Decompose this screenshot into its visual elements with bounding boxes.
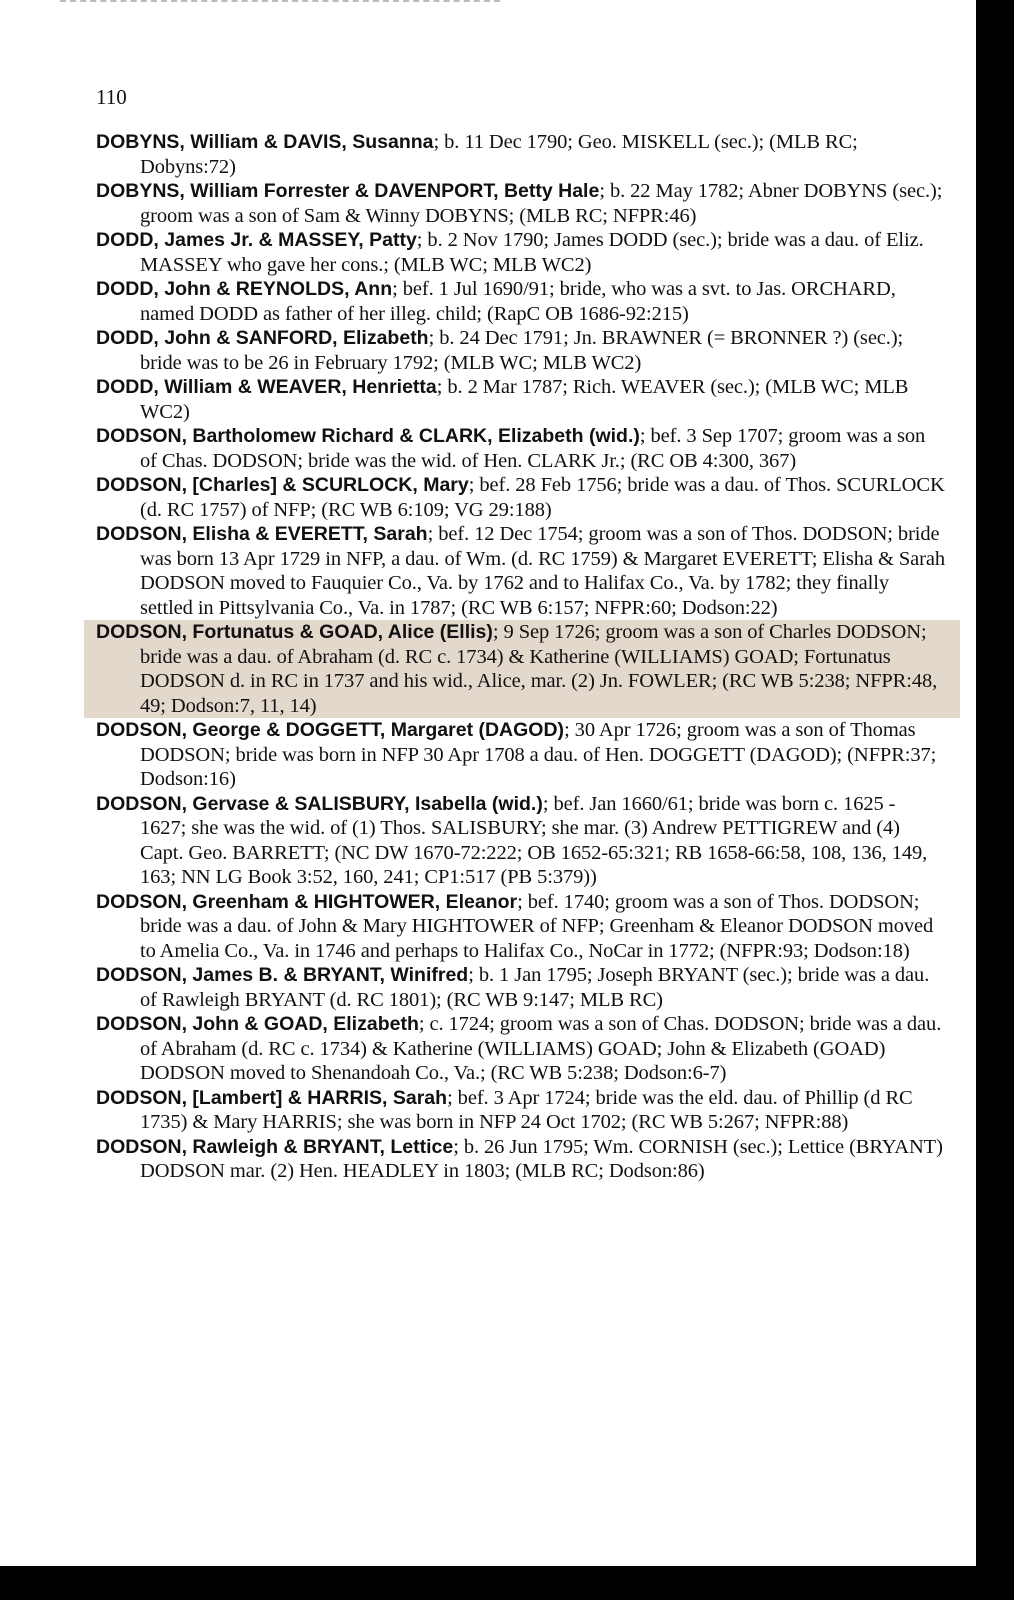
scan-edge-right [976, 0, 1014, 1600]
entry-details: ; b. 24 Dec 1791; Jn. BRAWNER (= BRONNER ?) (sec.); bride was to be 26 in February 1792; (MLB WC; MLB WC2) [140, 327, 904, 374]
entry-dodson-gervase-salisbury [96, 792, 946, 890]
entry-headword: DOBYNS, William Forrester & DAVENPORT, Betty Hale [96, 180, 600, 202]
entry-headword: DODSON, Rawleigh & BRYANT, Lettice [96, 1135, 454, 1158]
entry-headword: DODSON, Elisha & EVERETT, Sarah [96, 523, 428, 545]
entry-dodd-john-sanford [96, 326, 946, 375]
entry-list [96, 130, 946, 1184]
entry-dodson-fortunatus-goad-highlighted [84, 620, 960, 718]
page-number: 110 [96, 85, 127, 109]
entry-details: ; bef. 3 Apr 1724; bride was the eld. dau. of Phillip (d RC 1735) & Mary HARRIS; she was born in NFP 24 Oct 1702; (RC WB 5:267; NFPR:88) [140, 1086, 913, 1133]
entry-headword: DODSON, John & GOAD, Elizabeth [96, 1013, 419, 1035]
entry-headword: DODSON, Bartholomew Richard & CLARK, Elizabeth (wid.) [96, 425, 640, 447]
entry-dodson-charles-scurlock [96, 473, 946, 522]
entry-dodson-rawleigh-bryant [96, 1135, 946, 1184]
entry-details: ; bef. 1 Jul 1690/91; bride, who was a svt. to Jas. ORCHARD, named DODD as father of her illeg. child; (RapC OB 1686-92:215) [140, 278, 896, 325]
entry-dodson-lambert-harris [96, 1086, 946, 1135]
entry-dodson-george-doggett [96, 718, 946, 792]
entry-headword: DODD, John & SANFORD, Elizabeth [96, 327, 429, 349]
entry-headword: DODD, William & WEAVER, Henrietta [96, 376, 437, 398]
entry-details: ; bef. 12 Dec 1754; groom was a son of Thos. DODSON; bride was born 13 Apr 1729 in NFP, a dau. of Wm. (d. RC 1759) & Margaret EVERETT; Elisha & Sarah DODSON moved to Fauquier Co., Va. by 1762 and to Halifax Co., Va. by 1782; they finally settled in Pittsylvania Co., Va. in 1787; (RC WB 6:157; NFPR:60; Dodson:22) [140, 523, 946, 619]
entry-dodd-william-weaver [96, 375, 946, 424]
entry-headword: DODSON, [Lambert] & HARRIS, Sarah [96, 1086, 448, 1109]
entry-dobyns-william-davis [96, 130, 946, 179]
entry-details: ; bef. 28 Feb 1756; bride was a dau. of Thos. SCURLOCK (d. RC 1757) of NFP; (RC WB 6:109; VG 29:188) [140, 474, 945, 521]
entry-details: ; 9 Sep 1726; groom was a son of Charles DODSON; bride was a dau. of Abraham (d. RC c. 1734) & Katherine (WILLIAMS) GOAD; Fortunatus DODSON d. in RC in 1737 and his wid., Alice, mar. (2) Jn. FOWLER; (RC WB 5:238; NFPR:48, 49; Dodson:7, 11, 14) [140, 621, 938, 717]
entry-headword: DODD, James Jr. & MASSEY, Patty [96, 229, 417, 251]
entry-dodd-james-massey [96, 228, 946, 277]
entry-headword: DODD, John & REYNOLDS, Ann [96, 278, 393, 300]
entry-dodson-john-goad [96, 1012, 946, 1086]
entry-dobyns-william-forrester-davenport [96, 179, 946, 228]
entry-details: ; bef. 1740; groom was a son of Thos. DODSON; bride was a dau. of John & Mary HIGHTOWER of NFP; Greenham & Eleanor DODSON moved to Amelia Co., Va. in 1746 and perhaps to Halifax Co., NoCar in 1772; (NFPR:93; Dodson:18) [140, 890, 934, 962]
entry-dodd-john-reynolds [96, 277, 946, 326]
entry-details: ; c. 1724; groom was a son of Chas. DODSON; bride was a dau. of Abraham (d. RC c. 1734) & Katherine (WILLIAMS) GOAD; John & Elizabeth (GOAD) DODSON moved to Shenandoah Co., Va.; (RC WB 5:238; Dodson:6-7) [140, 1013, 942, 1084]
entry-details: ; b. 1 Jan 1795; Joseph BRYANT (sec.); bride was a dau. of Rawleigh BRYANT (d. RC 1801); (RC WB 9:147; MLB RC) [140, 964, 930, 1011]
entry-dodson-elisha-everett [96, 522, 946, 620]
entry-headword: DODSON, Greenham & HIGHTOWER, Eleanor [96, 890, 518, 913]
entry-details: ; b. 22 May 1782; Abner DOBYNS (sec.); groom was a son of Sam & Winny DOBYNS; (MLB RC; NFPR:46) [140, 180, 943, 227]
entry-details: ; b. 2 Mar 1787; Rich. WEAVER (sec.); (MLB WC; MLB WC2) [140, 376, 909, 423]
entry-dodson-greenham-hightower [96, 890, 946, 964]
entry-details: ; bef. Jan 1660/61; bride was born c. 1625 - 1627; she was the wid. of (1) Thos. SALISBURY; she mar. (3) Andrew PETTIGREW and (4) Capt. Geo. BARRETT; (NC DW 1670-72:222; OB 1652-65:321; RB 1658-66:58, 108, 136, 149, 163; NN LG Book 3:52, 160, 241; CP1:517 (PB 5:379)) [140, 792, 928, 888]
entry-headword: DODSON, James B. & BRYANT, Winifred [96, 964, 469, 986]
entry-headword: DODSON, [Charles] & SCURLOCK, Mary [96, 474, 469, 496]
entry-details: ; bef. 3 Sep 1707; groom was a son of Chas. DODSON; bride was the wid. of Hen. CLARK Jr.; (RC OB 4:300, 367) [140, 425, 926, 472]
entry-details: ; b. 11 Dec 1790; Geo. MISKELL (sec.); (MLB RC; Dobyns:72) [140, 131, 858, 178]
entry-headword: DODSON, Fortunatus & GOAD, Alice (Ellis) [96, 621, 493, 643]
top-edge-dash [60, 0, 500, 2]
scan-edge-bottom [0, 1566, 1014, 1600]
entry-headword: DODSON, George & DOGGETT, Margaret (DAGOD) [96, 719, 565, 741]
entry-headword: DODSON, Gervase & SALISBURY, Isabella (wid.) [96, 792, 543, 815]
entry-dodson-james-bryant [96, 963, 946, 1012]
entry-details: ; b. 2 Nov 1790; James DODD (sec.); bride was a dau. of Eliz. MASSEY who gave her cons.; (MLB WC; MLB WC2) [140, 229, 924, 276]
entry-details: ; b. 26 Jun 1795; Wm. CORNISH (sec.); Lettice (BRYANT) DODSON mar. (2) Hen. HEADLEY in 1803; (MLB RC; Dodson:86) [140, 1135, 943, 1182]
entry-details: ; 30 Apr 1726; groom was a son of Thomas DODSON; bride was born in NFP 30 Apr 1708 a dau. of Hen. DOGGETT (DAGOD); (NFPR:37; Dodson:16) [140, 719, 937, 790]
entry-dodson-bartholomew-clark [96, 424, 946, 473]
entry-headword: DOBYNS, William & DAVIS, Susanna [96, 131, 434, 153]
